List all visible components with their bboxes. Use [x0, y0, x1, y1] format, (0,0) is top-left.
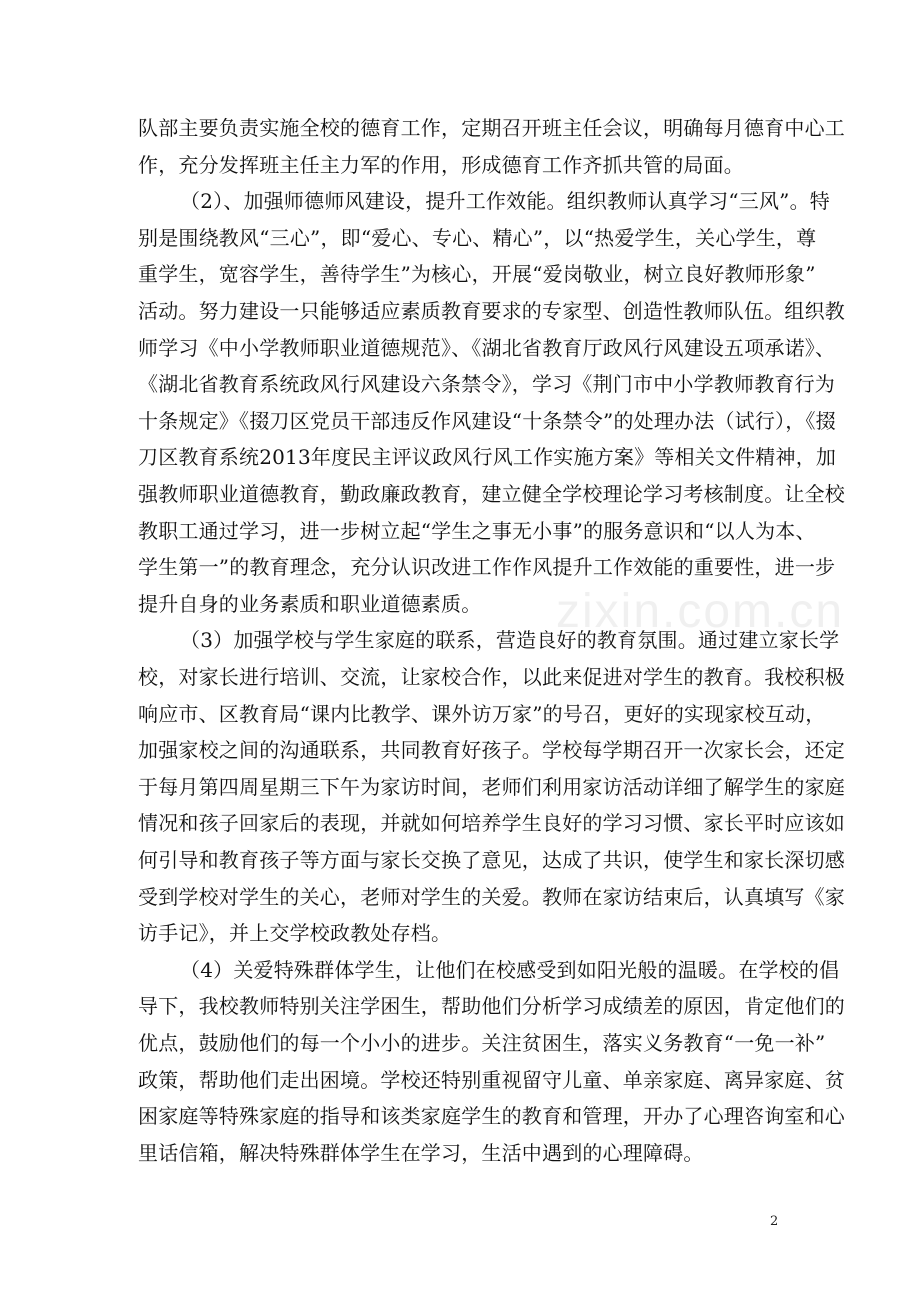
paragraph-2-line-5: 师学习《中小学教师职业道德规范》、《湖北省教育厅政风行风建设五项承诺》、 — [138, 335, 836, 360]
paragraph-3-line-5: 于每月第四周星期三下午为家访时间，老师们利用家访活动详细了解学生的家庭 — [138, 774, 845, 799]
paragraph-4-line-1: （4）关爱特殊群体学生，让他们在校感受到如阳光般的温暖。在学校的倡 — [180, 957, 840, 982]
paragraph-2-line-12: 提升自身的业务素质和职业道德素质。 — [138, 591, 482, 616]
paragraph-2-line-6: 《湖北省教育系统政风行风建设六条禁令》，学习《荆门市中小学教师教育行为 — [138, 372, 835, 397]
paragraph-2-line-2: 别是围绕教风“三心”，即“爱心、专心、精心”，以“热爱学生，关心学生，尊 — [138, 225, 817, 250]
paragraph-2-line-10: 教职工通过学习，进一步树立起“学生之事无小事”的服务意识和“以人为本、 — [138, 518, 816, 543]
paragraph-3-line-6: 情况和孩子回家后的表现，并就如何培养学生良好的学习习惯、家长平时应该如 — [138, 811, 845, 836]
paragraph-2-line-9: 强教师职业道德教育，勤政廉政教育，建立健全学校理论学习考核制度。让全校 — [138, 482, 845, 506]
paragraph-3-line-2: 校，对家长进行培训、交流，让家校合作，以此来促进对学生的教育。我校积极 — [138, 665, 845, 689]
paragraph-4-line-2: 导下，我校教师特别关注学困生，帮助他们分析学习成绩差的原因，肯定他们的 — [138, 994, 845, 1019]
paragraph-3-line-3: 响应市、区教育局“课内比教学、课外访万家”的号召，更好的实现家校互动， — [138, 701, 826, 726]
paragraph-4-line-4: 政策，帮助他们走出困境。学校还特别重视留守儿童、单亲家庭、离异家庭、贫 — [138, 1067, 845, 1092]
paragraph-4-line-5: 困家庭等特殊家庭的指导和该类家庭学生的教育和管理，开办了心理咨询室和心 — [138, 1104, 845, 1129]
paragraph-3-line-4: 加强家校之间的沟通联系，共同教育好孩子。学校每学期召开一次家长会，还定 — [138, 738, 845, 763]
paragraph-1-line-2: 作，充分发挥班主任主力军的作用，形成德育工作齐抓共管的局面。 — [138, 152, 744, 177]
paragraph-2-line-8: 刀区教育系统2013年度民主评议政风行风工作实施方案》等相关文件精神，加 — [138, 445, 837, 470]
watermark: zixin.com.cn — [556, 585, 845, 638]
paragraph-4-line-6: 里话信箱，解决特殊群体学生在学习，生活中遇到的心理障碍。 — [138, 1140, 704, 1165]
paragraph-1-line-1: 队部主要负责实施全校的德育工作，定期召开班主任会议，明确每月德育中心工 — [138, 116, 845, 140]
paragraph-2-line-11: 学生第一”的教育理念，充分认识改进工作作风提升工作效能的重要性，进一步 — [138, 555, 836, 580]
paragraph-3-line-9: 访手记》，并上交学校政教处存档。 — [138, 921, 452, 946]
page-number: 2 — [770, 1214, 779, 1229]
paragraph-2-line-3: 重学生，宽容学生，善待学生”为核心，开展“爱岗敬业，树立良好教师形象” — [138, 262, 816, 287]
paragraph-2-line-4: 活动。努力建设一只能够适应素质教育要求的专家型、创造性教师队伍。组织教 — [138, 299, 845, 323]
paragraph-3-line-7: 何引导和教育孩子等方面与家长交换了意见，达成了共识，使学生和家长深切感 — [138, 848, 845, 872]
paragraph-4-line-3: 优点，鼓励他们的每一个小小的进步。关注贫困生，落实义务教育“一免一补” — [138, 1031, 826, 1055]
paragraph-3-line-1: （3）加强学校与学生家庭的联系，营造良好的教育氛围。通过建立家长学 — [180, 628, 840, 653]
paragraph-2-line-1: （2）、加强师德师风建设，提升工作效能。组织教师认真学习“三风”。特 — [180, 189, 830, 214]
paragraph-3-line-8: 受到学校对学生的关心，老师对学生的关爱。教师在家访结束后，认真填写《家 — [138, 884, 845, 909]
paragraph-2-line-7: 十条规定》《掇刀区党员干部违反作风建设“十条禁令”的处理办法（试行），《掇 — [138, 408, 836, 433]
